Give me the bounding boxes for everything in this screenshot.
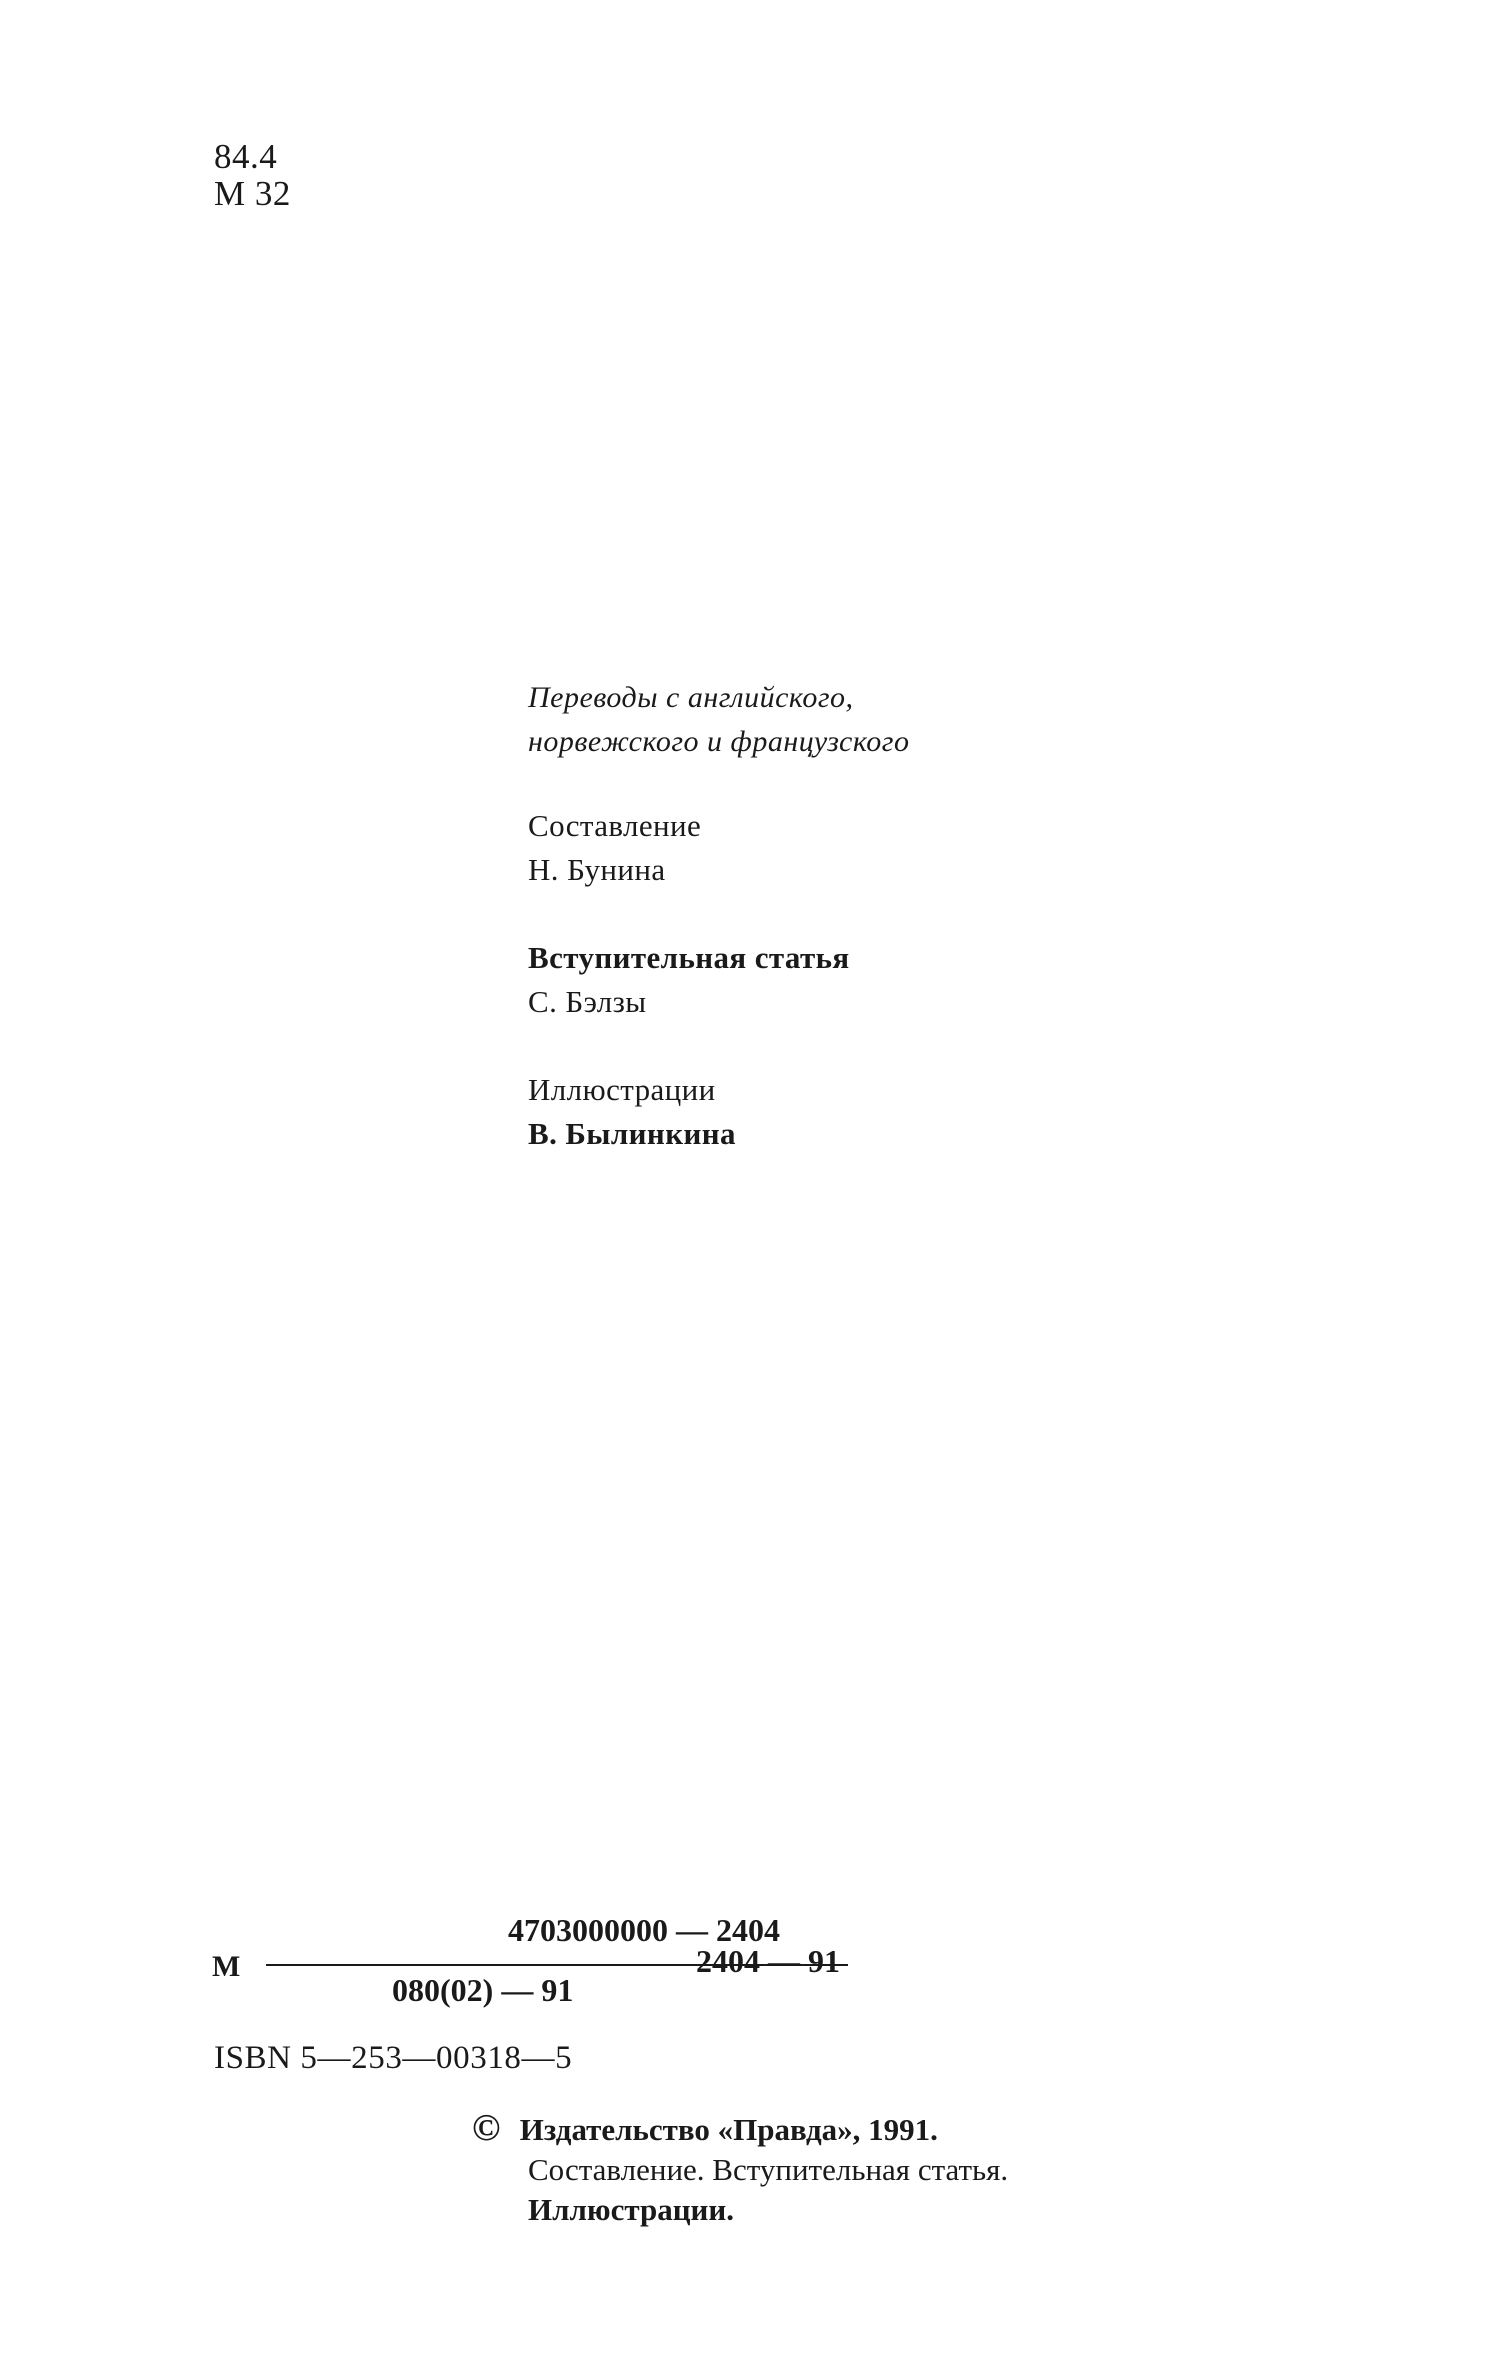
compilation-role: Составление: [528, 808, 702, 843]
formula-numerator: 4703000000 — 2404: [508, 1912, 780, 1948]
foreword-role: Вступительная статья: [528, 940, 850, 975]
classification-codes: [214, 138, 291, 212]
illustrations-person: В. Былинкина: [528, 1116, 736, 1151]
illustrations-role: Иллюстрации: [528, 1072, 716, 1107]
isbn: ISBN 5—253—00318—5: [214, 2040, 573, 2076]
translations-line-1: Переводы с английского,: [528, 681, 854, 714]
credits-section: [528, 676, 1228, 1200]
illustrations-credit: [528, 1068, 1228, 1156]
formula-suffix: 2404 — 91: [696, 1943, 840, 1979]
copyright-line-1: [472, 2108, 1008, 2150]
bbk-code: 84.4: [214, 137, 278, 176]
copyright-line-3: Иллюстрации.: [528, 2192, 735, 2227]
copyright-line-2: Составление. Вступительная статья.: [528, 2152, 1009, 2187]
copyright-publisher: Издательство «Правда», 1991.: [519, 2112, 938, 2147]
compilation-person: Н. Бунина: [528, 852, 666, 887]
formula-denominator: 080(02) — 91: [392, 1972, 574, 2008]
foreword-person: С. Бэлзы: [528, 984, 647, 1019]
author-mark: М 32: [214, 174, 291, 213]
foreword-credit: [528, 936, 1228, 1024]
copyright-notice: [472, 2108, 1008, 2230]
translations-line-2: норвежского и французского: [528, 725, 910, 758]
compilation-credit: [528, 804, 1228, 892]
translations-note: [528, 676, 1228, 764]
formula-letter: М: [212, 1950, 241, 1983]
copyright-icon: ©: [472, 2107, 501, 2149]
